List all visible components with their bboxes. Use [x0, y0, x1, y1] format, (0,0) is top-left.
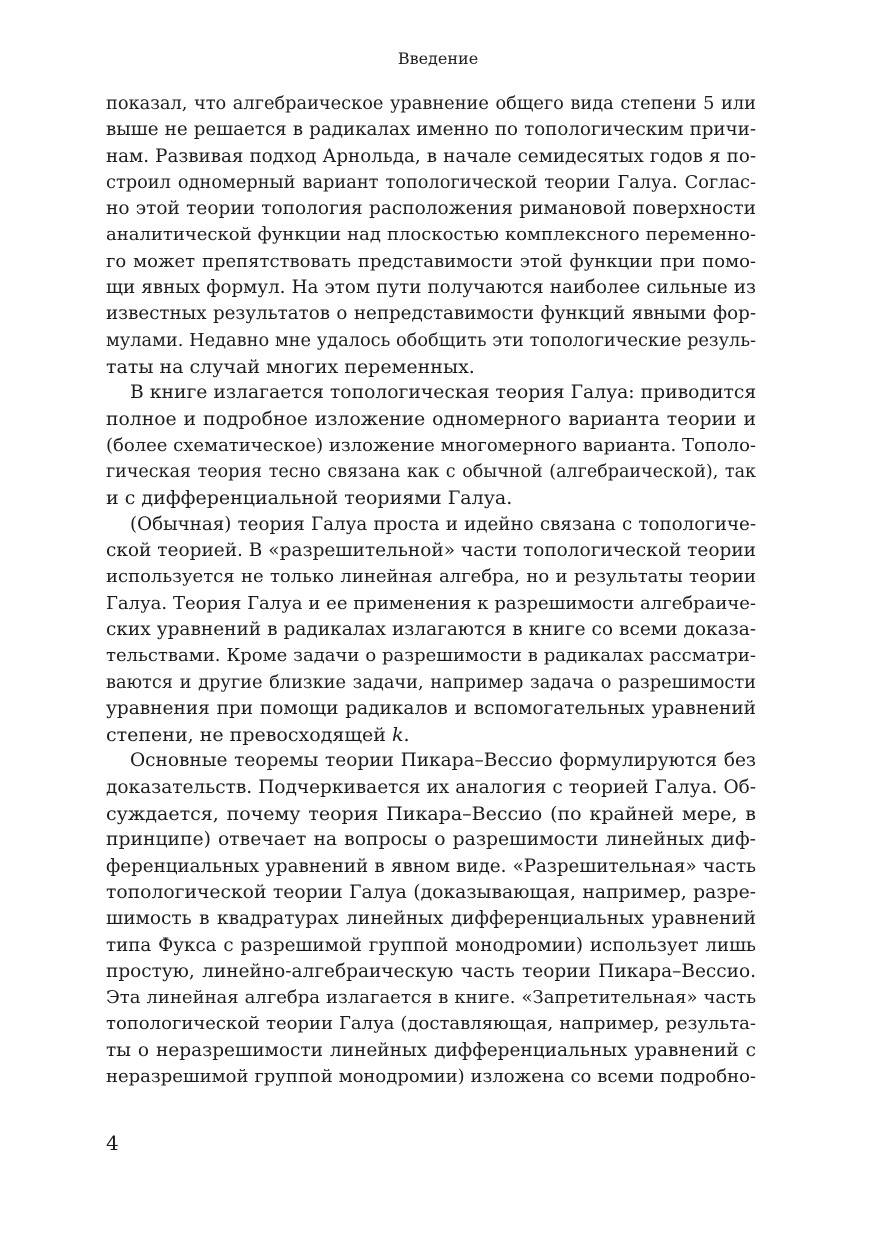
text-line: ских уравнений в радикалах излагаются в книге со всеми доказа- — [106, 618, 756, 640]
text-line: Эта линейная алгебра излагается в книге. «Запретительная» часть — [106, 987, 756, 1009]
text-line: шимость в квадратурах линейных дифференциальных уравнений — [106, 908, 756, 930]
text-line: го может препятствовать представимости этой функции при помо- — [106, 250, 756, 272]
text-line: аналитической функции над плоскостью комплексного переменно- — [106, 224, 756, 246]
text-line: В книге излагается топологическая теория Галуа: приводится — [130, 382, 757, 404]
text-line: неразрешимой группой монодромии) изложена со всеми подробно- — [106, 1065, 756, 1087]
text-line: (Обычная) теория Галуа проста и идейно связана с топологиче- — [130, 513, 756, 535]
text-line: уравнения при помощи радикалов и вспомогательных уравнений — [106, 697, 756, 719]
text-line: тельствами. Кроме задачи о разрешимости в радикалах рассматри- — [106, 645, 756, 667]
text-line: (более схематическое) изложение многомерного варианта. Тополо- — [106, 434, 756, 456]
text-line: ваются и другие близкие задачи, например задача о разрешимости — [106, 672, 756, 693]
text-line: щи явных формул. На этом пути получаются наиболее сильные из — [106, 277, 756, 299]
text-line: суждается, почему теория Пикара–Вессио (по крайней мере, в — [106, 803, 756, 826]
text-line: используется не только линейная алгебра, но и результаты теории — [106, 566, 756, 588]
text-line: Основные теоремы теории Пикара–Вессио формулируются без — [130, 750, 756, 772]
text-line: выше не решается в радикалах именно по топологическим причи- — [106, 119, 756, 141]
text-line: известных результатов о непредставимости функций явными фор- — [106, 303, 756, 325]
text-line: топологической теории Галуа (доказывающая, например, разре- — [106, 881, 756, 903]
text-line: мулами. Недавно мне удалось обобщить эти топологические резуль- — [106, 330, 756, 351]
text-line: степени, не превосходящей 𝑘. — [106, 724, 410, 747]
text-line: нам. Развивая подход Арнольда, в начале семидесятых годов я по- — [106, 145, 756, 167]
text-line: показал, что алгебраическое уравнение общего вида степени 5 или — [106, 94, 756, 114]
text-line: топологической теории Галуа (доставляющая, например, результа- — [106, 1013, 756, 1035]
text-line: доказательств. Подчеркивается их аналогия с теорией Галуа. Об- — [106, 776, 756, 798]
text-line: и с дифференциальной теориями Галуа. — [106, 487, 513, 510]
body-text — [106, 91, 756, 1090]
text-line: ты о неразрешимости линейных дифференциальных уравнений с — [106, 1039, 756, 1061]
text-line: строил одномерный вариант топологической теории Галуа. Соглас- — [106, 172, 756, 193]
page-number: 4 — [106, 1131, 119, 1155]
text-line: гическая теория тесно связана как с обычной (алгебраической), так — [106, 462, 756, 483]
text-line: принципе) отвечает на вопросы о разрешимости линейных диф- — [106, 829, 756, 851]
running-header: Введение — [397, 49, 479, 68]
text-line: ской теорией. В «разрешительной» части топологической теории — [106, 540, 756, 562]
text-line: простую, линейно-алгебраическую часть теории Пикара–Вессио. — [106, 960, 756, 982]
text-line: полное и подробное изложение одномерного варианта теории и — [106, 408, 756, 430]
text-line: типа Фукса с разрешимой группой монодромии) использует лишь — [106, 934, 756, 956]
text-line: но этой теории топология расположения римановой поверхности — [106, 198, 756, 220]
text-line: таты на случай многих переменных. — [106, 355, 475, 378]
text-line: Галуа. Теория Галуа и ее применения к разрешимости алгебраиче- — [106, 592, 756, 614]
text-line: ференциальных уравнений в явном виде. «Разрешительная» часть — [106, 855, 756, 877]
